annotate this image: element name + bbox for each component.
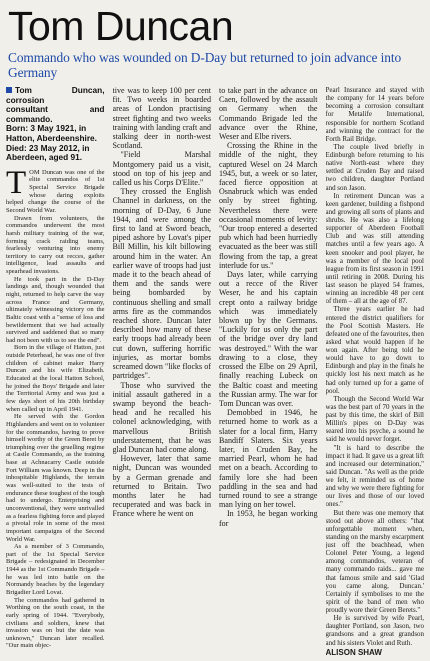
paragraph: He is survived by wife Pearl, daughter Portland, son Jason, two grandsons and a great grandson and his sisters Violet and Ruth. bbox=[325, 614, 424, 647]
paragraph: Days later, while carrying out a recce of the River Weser, he and his captain crept onto a railway bridge which was immediately blown up by the Germans. "Luckily for us only the part of the bridge over dry land was destroyed." With the war drawing to a close, they crossed the Elbe on 29 April, finally reaching Lubeck on the Baltic coast and meeting the Russian army. The war for Tom Duncan was over. bbox=[219, 270, 318, 408]
column-1 bbox=[6, 86, 105, 661]
paragraph: He took part in the D-Day landings and, though wounded that night, returned to help carve the way across France and Germany, ultimately witnessing victory on the Baltic coast with a "sense of loss and bewilderment that we had actually survived and saddened that so many had not been with us to see the end". bbox=[6, 275, 105, 344]
paragraph: Pearl Insurance and stayed with the company for 14 years before becoming a corrosion consultant for Metalife International, responsible for northern Scotland and winning the contract for the Forth Rail Bridge. bbox=[325, 86, 424, 143]
subject-line: Hatton, Aberdeenshire. bbox=[6, 132, 97, 143]
subject-line: Aberdeen, aged 91. bbox=[6, 152, 83, 163]
drop-cap: T bbox=[6, 164, 27, 201]
paragraph: In 1953, he began working for bbox=[219, 509, 318, 528]
subject-line: consultant and commando. bbox=[6, 104, 105, 124]
column-2 bbox=[113, 86, 212, 661]
paragraph: He served with the Gordon Highlanders and went on to volunteer for the commandos, having to prove himself worthy of the Green Beret by triumphing over the gruelling regime at Castle Commando, as the training base at Achnacarry Castle outside Fort William was known. Deep in the inhospitable Highlands, the terrain was well-suited to the tests of endurance these toughest of the tough had to undergo. Enterprising and unconventional, they were unrivalled as a fearless fighting force and played a pivotal role in some of the most important campaigns of the Second World War. bbox=[6, 413, 105, 543]
paragraph: "Field Marshal Montgomery paid us a visit, stood on top of his jeep and called us his Corps D'Elite." bbox=[112, 150, 211, 188]
paragraph bbox=[6, 164, 105, 215]
paragraph: Three years earlier he had entered the district qualifiers for the Pool Scottish Masters. He defeated one of the favourites, then asked what would happen if he won again. After being told he would have to go down to Edinburgh and play in the finals he quickly lost his next match as he had only turned up for a game of pool. bbox=[325, 305, 424, 395]
paragraph: As a member of 3 Commando, part of the 1st Special Service Brigade – redesignated in December 1944 as the 1st Commando Brigade – he was led into battle on the Normandy beaches by the legendary Brigadier Lord Lovat. bbox=[6, 543, 105, 596]
paragraph: The couple lived briefly in Edinburgh before returning to his native North-east where they settled at Cruden Bay and raised two children, daughter Portland and son Jason. bbox=[325, 142, 424, 192]
paragraph: The commandos had gathered in Worthing on the south coast, in the early spring of 1944. "Everybody, civilians and soldiers, knew that invasion was on but the date was unknown," Duncan later recalled. "Our main objec- bbox=[6, 596, 105, 650]
paragraph: Demobbed in 1946, he returned home to work as a slater for a local firm, Harry Bandiff Slaters. Six years later, in Cruden Bay, he married Pearl, whom he had met on a beach. According to family lore she had been paddling in the sea and had turned round to see a strange man lying on her towel. bbox=[219, 408, 318, 510]
paragraph: In retirement Duncan was a keen gardener, building a fishpond and growing all sorts of plants and shrubs. He was also a lifelong supporter of Aberdeen Football Club and was still attending matches until a few years ago. A keen snooker and pool player, he was a member of the local pool league from its first season in 1991 until retiring in 2008. During his last season he played 54 frames, winning an incredible 48 per cent of them – all at the age of 87. bbox=[325, 191, 424, 306]
paragraph: Drawn from volunteers, the commandos underwent the most harsh military training of the war, forming crack raiding teams, fearlessly venturing into enemy territory to carry out recces, gather intelligence, lead assaults and spearhead invasions. bbox=[6, 214, 105, 276]
paragraph: to take part in the advance on Caen, followed by the assault on Germany when the Commando Brigade led the advance over the Rhine, Weser and Elbe rivers. bbox=[219, 86, 318, 142]
paragraph: They crossed the English Channel in darkness, on the morning of D-Day, 6 June 1944, and were among the first to land at Sword beach, piped ashore by Lovat's piper Bill Millin, his kilt billowing around him in the water. An earlier wave of troops had just made it to the beach ahead of them and the sands were being bombarded by continuous shelling and small arms fire as the commandos reached shore. Duncan later described how many of these early troops had already been cut down, suffering horrific injuries, as mortar bombs screamed down "like flocks of partridges". bbox=[112, 187, 211, 381]
paragraph: tive was to keep 100 per cent fit. Two weeks in boarded areas of London practising street fighting and two weeks training with landing craft and stalking deer in north-west Scotland. bbox=[112, 86, 211, 151]
subject-details bbox=[6, 86, 105, 163]
paragraph: Those who survived the initial assault gathered in a swamp beyond the beach-head and he recalled his colonel acknowledging, with marvellous British understatement, that he was glad Duncan had come along. bbox=[112, 380, 211, 454]
paragraph: But there was one memory that stood out above all others: "that unforgettable moment when, standing on the marshy escarpment just off the beachhead, when Colonel Peter Young, a legend among commandos, veteran of many commando raids... gave me that famous smile and said 'Glad you came along, Duncan.' Certainly if symbolises to me the spirit of the band of men who proudly wore their Green Berets." bbox=[325, 508, 424, 614]
subject-line: Born: 3 May 1921, in bbox=[6, 123, 87, 134]
article-columns bbox=[6, 86, 424, 661]
paragraph: Though the Second World War was the best part of 70 years in the past by this time, the skirl of Bill Millin's pipes on D-Day was seared into his psyche, a sound he said he would never forget. bbox=[325, 394, 424, 444]
subject-line: Tom Duncan, corrosion bbox=[6, 86, 105, 105]
standfirst: Commando who was wounded on D-Day but returned to join advance into Germany bbox=[8, 50, 402, 80]
column-3 bbox=[219, 86, 318, 661]
paragraph: Crossing the Rhine in the middle of the night, they captured Wesel on 24 March 1945, but, a week or so later, faced fierce opposition at Osnabruck which was ended only by street fighting. Nevertheless there were occasional moments of levity: "Our troop entered a deserted pub which had been hurriedly evacuated as the beer was still flowing from the tap, a great interlude for us." bbox=[219, 141, 318, 270]
paragraph-text: OM Duncan was one of the elite commandos of 1st Special Service Brigade whose daring exploits helped change the course of the Second World War. bbox=[6, 168, 105, 214]
paragraph: "It is hard to describe the impact it had. It gave us a great lift and increased our determination," said Duncan. "As well as the pride we felt, it reminded us of home and why we were there fighting for our lives and those of our loved ones." bbox=[325, 443, 424, 509]
byline: ALISON SHAW bbox=[325, 647, 382, 657]
paragraph: Born in the village of Hatton, just outside Peterhead, he was one of five children of cabinet maker Harry Duncan and his wife Elizabeth. Educated at the local Hatton School, he joined the Boys' Brigade and later the Territorial Army and was just a few days short of his 20th birthday when called up in April 1941. bbox=[6, 344, 105, 413]
blue-square-icon bbox=[6, 87, 12, 93]
paragraph: However, later that same night, Duncan was wounded by a German grenade and returned to Britain. Two months later he had recuperated and was back in France where he went on bbox=[112, 454, 211, 519]
headline: Tom Duncan bbox=[8, 3, 234, 49]
subject-line: Died: 23 May 2012, in bbox=[6, 142, 90, 153]
column-4 bbox=[326, 86, 425, 661]
